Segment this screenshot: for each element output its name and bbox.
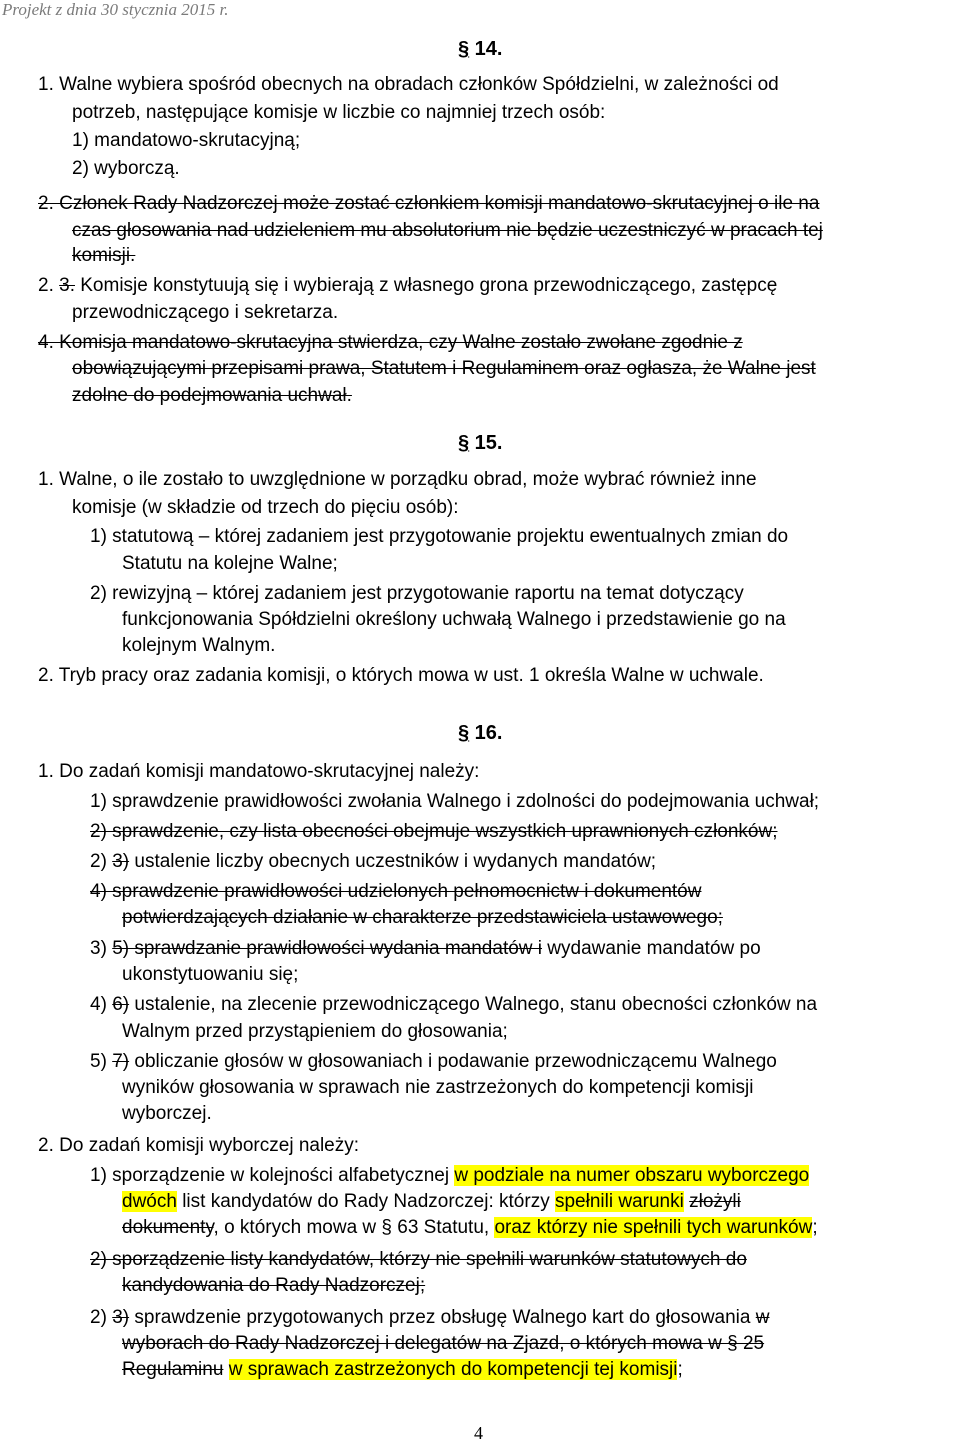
struck-text: Regulaminu [122, 1359, 224, 1380]
s15-item2-line1: 2) rewizyjną – której zadaniem jest przygotowanie raportu na temat dotyczący [90, 583, 744, 604]
s14-struck-para2-line1: 2. Członek Rady Nadzorczej może zostać członkiem komisji mandatowo-skrutacyjnej o ile na [38, 193, 820, 214]
highlighted-text: oraz którzy nie spełnili tych warunków [494, 1217, 813, 1238]
s14-para3-line1 [38, 274, 777, 298]
item-text: wydawanie mandatów po [542, 938, 761, 959]
highlighted-text: spełnili warunki [554, 1191, 684, 1212]
new-number: 2) [90, 1307, 113, 1328]
struck-text: 5) sprawdzanie prawidłowości wydania mandatów i [112, 938, 543, 959]
struck-text: w [755, 1307, 770, 1328]
struck-old-number: 7) [112, 1051, 130, 1072]
s16-para2-intro: 2. Do zadań komisji wyborczej należy: [38, 1135, 360, 1156]
s15-item1-line2: Statutu na kolejne Walne; [122, 553, 338, 574]
item-text [223, 1359, 228, 1380]
s15-item2-line2: funkcjonowania Spółdzielni określony uchwałą Walnego i przedstawienie go na [122, 609, 786, 630]
struck-old-number: 6) [112, 994, 130, 1015]
item-text: ; [677, 1359, 683, 1380]
section-symbol: § [458, 432, 470, 454]
section-symbol: § [458, 722, 470, 744]
s14-struck-para2-line2: czas głosowania nad udzieleniem mu absolutorium nie będzie uczestniczyć w pracach tej [72, 220, 823, 241]
item-text: sprawdzenie przygotowanych przez obsługę Walnego kart do głosowania [129, 1307, 756, 1328]
s16-p2-struck-item2-line2: kandydowania do Rady Nadzorczej; [122, 1275, 426, 1296]
struck-text: złożyli [689, 1191, 741, 1212]
section-number: 14. [469, 38, 503, 60]
s14-struck-para2-line3: komisji. [72, 245, 136, 266]
s14-para3-line2: przewodniczącego i sekretarza. [72, 302, 339, 323]
struck-text: dokumenty [122, 1217, 214, 1238]
item-text: obliczanie głosów w głosowaniach i podawanie przewodniczącemu Walnego [129, 1051, 777, 1072]
s16-struck-item4-line1: 4) sprawdzenie prawidłowości udzielonych pełnomocnictw i dokumentów [90, 881, 702, 902]
s14-item1: 1) mandatowo-skrutacyjną; [72, 130, 301, 151]
section-number: 15. [469, 432, 503, 454]
s15-item2-line3: kolejnym Walnym. [122, 635, 276, 656]
s14-para1-line1: 1. Walne wybiera spośród obecnych na obradach członków Spółdzielni, w zależności od [38, 74, 779, 95]
new-number: 2. [38, 275, 60, 296]
page-number: 4 [474, 1423, 483, 1443]
struck-old-number: 3) [112, 851, 130, 872]
item-text: 1) sporządzenie w kolejności alfabetycznej [90, 1165, 455, 1186]
s14-struck-para4-line2: obowiązującymi przepisami prawa, Statutem i Regulaminem oraz ogłasza, że Walne jest [72, 358, 816, 379]
highlighted-text: w podziale na numer obszaru wyborczego [454, 1165, 810, 1186]
s16-item1: 1) sprawdzenie prawidłowości zwołania Walnego i zdolności do podejmowania uchwał; [90, 791, 820, 812]
highlighted-text: dwóch [122, 1191, 177, 1212]
s16-struck-item2: 2) sprawdzenie, czy lista obecności obejmuje wszystkich uprawnionych członków; [90, 821, 778, 842]
s16-item5-line3: wyborczej. [122, 1103, 212, 1124]
struck-old-number: 3) [112, 1307, 130, 1328]
s15-para1-line2: komisje (w składzie od trzech do pięciu osób): [72, 497, 459, 518]
section-16-heading [458, 722, 502, 745]
s16-item3-line1 [90, 937, 761, 961]
s16-p2-item1-line3 [122, 1216, 818, 1240]
s14-item2: 2) wyborczą. [72, 158, 180, 179]
s16-p2-item2-line3 [122, 1358, 683, 1382]
item-text: list kandydatów do Rady Nadzorczej: którzy [176, 1191, 555, 1212]
s16-para1-intro: 1. Do zadań komisji mandatowo-skrutacyjnej należy: [38, 761, 480, 782]
new-number: 4) [90, 994, 113, 1015]
s16-p2-item1-line2 [122, 1190, 741, 1214]
new-number: 3) [90, 938, 113, 959]
s16-p2-item1-line1 [90, 1164, 809, 1188]
new-number: 5) [90, 1051, 113, 1072]
s14-struck-para4-line1: 4. Komisja mandatowo-skrutacyjna stwierdza, czy Walne zostało zwołane zgodnie z [38, 332, 743, 353]
item-text: ustalenie, na zlecenie przewodniczącego Walnego, stanu obecności członków na [129, 994, 818, 1015]
s16-item2 [90, 850, 656, 874]
s16-item3-line2: ukonstytuowaniu się; [122, 964, 299, 985]
para-text: Komisje konstytuują się i wybierają z własnego grona przewodniczącego, zastępcę [74, 275, 778, 296]
section-14-heading [458, 38, 502, 61]
s16-item5-line2: wyników głosowania w sprawach nie zastrzeżonych do kompetencji komisji [122, 1077, 754, 1098]
s15-para2: 2. Tryb pracy oraz zadania komisji, o których mowa w ust. 1 określa Walne w uchwale. [38, 665, 764, 686]
section-number: 16. [469, 722, 503, 744]
new-number: 2) [90, 851, 113, 872]
s16-item5-line1 [90, 1050, 777, 1074]
s16-struck-item4-line2: potwierdzających działanie w charakterze przedstawiciela ustawowego; [122, 907, 723, 928]
s16-item4-line1 [90, 993, 817, 1017]
struck-old-number: 3. [59, 275, 75, 296]
s16-p2-struck-item2-line1: 2) sporządzenie listy kandydatów, którzy nie spełnili warunków statutowych do [90, 1249, 747, 1270]
item-text: ustalenie liczby obecnych uczestników i wydanych mandatów; [129, 851, 657, 872]
s16-p2-item2-line2: wyborach do Rady Nadzorczej i delegatów na Zjazd, o których mowa w § 25 [122, 1333, 765, 1354]
highlighted-text: w sprawach zastrzeżonych do kompetencji tej komisji [228, 1359, 678, 1380]
s15-item1-line1: 1) statutową – której zadaniem jest przygotowanie projektu ewentualnych zmian do [90, 526, 789, 547]
s14-para1-line2: potrzeb, następujące komisje w liczbie co najmniej trzech osób: [72, 102, 606, 123]
s16-p2-item2-line1 [90, 1306, 769, 1330]
s15-para1-line1: 1. Walne, o ile zostało to uwzględnione w porządku obrad, może wybrać również inne [38, 469, 757, 490]
section-15-heading [458, 432, 502, 455]
document-header: Projekt z dnia 30 stycznia 2015 r. [2, 0, 229, 19]
section-symbol: § [458, 38, 470, 60]
item-text: ; [812, 1217, 818, 1238]
item-text: , o których mowa w § 63 Statutu, [213, 1217, 495, 1238]
s16-item4-line2: Walnym przed przystąpieniem do głosowania; [122, 1021, 508, 1042]
s14-struck-para4-line3: zdolne do podejmowania uchwał. [72, 385, 352, 406]
